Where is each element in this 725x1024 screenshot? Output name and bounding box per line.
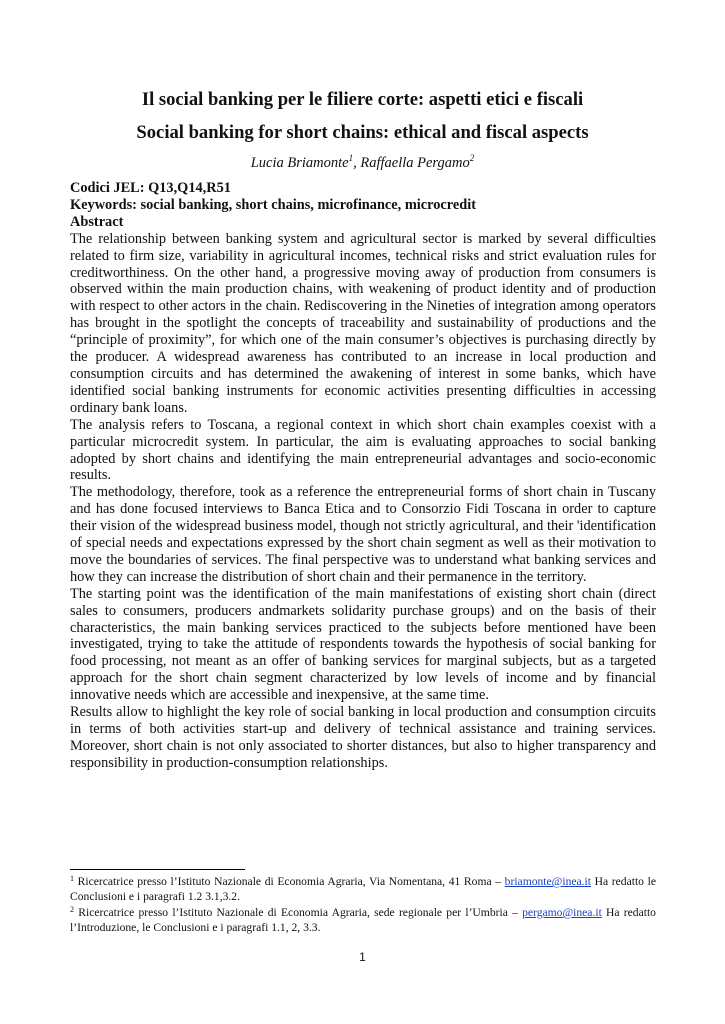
author-separator: , (353, 155, 361, 171)
email-link-briamonte[interactable]: briamonte@inea.it (504, 875, 592, 888)
footnote-separator (70, 869, 245, 870)
main-text (70, 180, 656, 772)
footnote-1-mark: 1 (70, 874, 74, 883)
footnote-2 (70, 905, 656, 936)
keywords: Keywords: social banking, short chains, microfinance, microcredit (70, 196, 476, 213)
author-briamonte: Lucia Briamonte (250, 155, 349, 171)
email-link-pergamo[interactable]: pergamo@inea.it (522, 905, 602, 919)
footnote-2-mark: 2 (70, 904, 74, 914)
footnote-1 (70, 874, 656, 905)
footnote-2-note: Ha redatto l’Introduzione, le Conclusioni e i paragrafi 1.1, 2, 3.3. (70, 905, 656, 935)
jel-codes: Codici JEL: Q13,Q14,R51 (70, 180, 231, 196)
title-english: Social banking for short chains: ethical and fiscal aspects (136, 122, 589, 143)
footnote-1-note: Ha redatto le Conclusioni e i paragrafi 1.2 3.1,3.2. (70, 875, 656, 904)
footnote-ref-1[interactable]: 1 (348, 153, 354, 163)
abstract-paragraph-4: The starting point was the identification of the main manifestations of existing short chain (direct sales to consumers, producers andmarkets solidarity purchase groups) and on the basis of their characteristics, the main banking services practiced to the subjects before mentioned have been investigated, trying to take the attitude of respondents towards the hypothesis of social banking for food processing, not meant as an offer of banking services for marginal subjects, but as a targeted approach for the short chain segment characterized by low levels of income and by financial innovative needs which are accessible and inexpensive, at the same time. (70, 585, 656, 704)
footnote-2-text: Ricercatrice presso l’Istituto Nazionale di Economia Agraria, sede regionale per l’Umbria – (74, 905, 523, 919)
footnote-1-text: Ricercatrice presso l’Istituto Nazionale di Economia Agraria, Via Nomentana, 41 Roma – (74, 875, 505, 888)
author-pergamo: Raffaella Pergamo (360, 155, 470, 171)
footnotes (70, 874, 656, 936)
title-italian: Il social banking per le filiere corte: aspetti etici e fiscali (141, 89, 584, 110)
footnote-ref-2[interactable]: 2 (469, 153, 475, 163)
abstract-paragraph-1: The relationship between banking system and agricultural sector is marked by several difficulties related to firm size, variability in agricultural incomes, technical risks and strict evaluation rules for creditworthiness. On the other hand, a progressive moving away of production from consumers is observed within the main production chains, with weakening of product identity and of production with respect to other actors in the chain. Rediscovering in the Nineties of integration among operators has brought in the spotlight the concepts of traceability and sustainability of productions and the “principle of proximity”, for which one of the main consumer’s objectives is purchasing directly by the producer. A widespread awareness has contributed to an increase in local production and consumption circuits and has determined the awakening of interest in some banks, which have identified social banking instruments for economic activities presenting difficulties in accessing ordinary bank loans. (70, 230, 656, 416)
abstract-paragraph-5: Results allow to highlight the key role of social banking in local production and consumption circuits in terms of both activities start-up and delivery of technical assistance and training services. Moreover, short chain is not only associated to shorter distances, but also to higher transparency and responsibility in production-consumption relationships. (70, 704, 656, 771)
page-number: 1 (359, 950, 366, 964)
abstract-paragraph-3: The methodology, therefore, took as a reference the entrepreneurial forms of short chain in Tuscany and has done focused interviews to Banca Etica and to Consorzio Fidi Toscana in order to capture their vision of the widespread business model, though not strictly agricultural, and their 'identification of special needs and expectations expressed by the short chain segment as well as their motivation to move the boundaries of services. The final perspective was to understand what banking services and how they can increase the distribution of short chain and their permanence in the territory. (70, 484, 656, 585)
abstract-paragraph-2: The analysis refers to Toscana, a regional context in which short chain examples coexist with a particular microcredit system. In particular, the aim is evaluating approaches to social banking adopted by short chains and identifying the main entrepreneurial advantages and socio-economic results. (70, 416, 656, 484)
author-line (0, 154, 725, 172)
abstract-heading: Abstract (70, 213, 124, 230)
